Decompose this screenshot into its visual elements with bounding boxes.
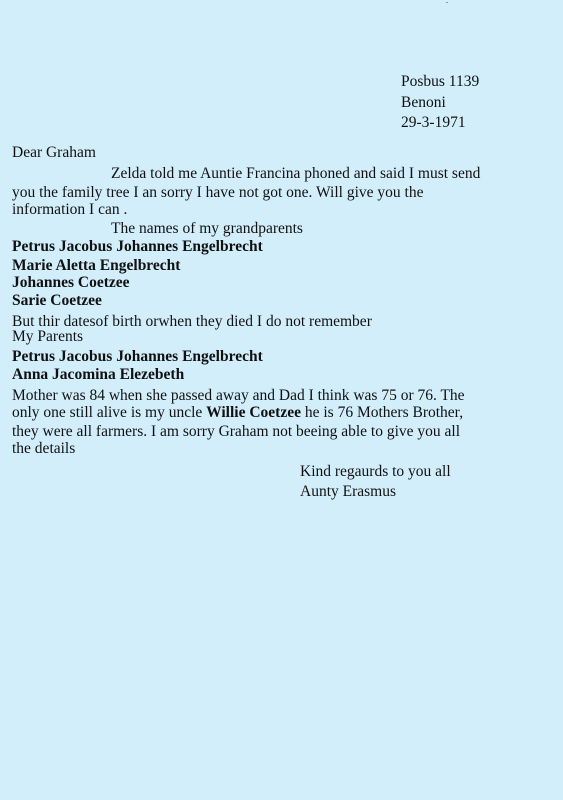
grandparent-name: Marie Aletta Engelbrecht bbox=[12, 257, 181, 274]
signoff bbox=[300, 462, 451, 502]
closing-para-line-2-pre: only one still alive is my uncle bbox=[12, 404, 207, 421]
parent-name: Petrus Jacobus Johannes Engelbrecht bbox=[12, 348, 263, 365]
signoff-line-1: Kind regaurds to you all bbox=[300, 463, 451, 480]
address-line-1: Posbus 1139 bbox=[401, 73, 480, 90]
intro-line-2: you the family tree I an sorry I have not got one. Will give you the bbox=[12, 184, 424, 201]
intro-line-3: information I can . bbox=[12, 201, 128, 218]
uncle-name: Willie Coetzee bbox=[206, 404, 301, 421]
sender-address bbox=[401, 72, 479, 134]
closing-para-line-4: the details bbox=[12, 440, 76, 457]
closing-para-line-1: Mother was 84 when she passed away and Dad I think was 75 or 76. The bbox=[12, 387, 465, 404]
dates-note: But thir datesof birth orwhen they died I do not remember bbox=[12, 313, 372, 330]
parents-heading: My Parents bbox=[12, 328, 84, 345]
grandparent-name: Johannes Coetzee bbox=[12, 274, 130, 291]
address-line-2: Benoni bbox=[401, 93, 446, 111]
closing-para-line-2-post: he is 76 Mothers Brother, bbox=[300, 404, 464, 421]
scan-speck bbox=[446, 2, 448, 3]
parent-name: Anna Jacomina Elezebeth bbox=[12, 366, 185, 383]
grandparent-name: Petrus Jacobus Johannes Engelbrecht bbox=[12, 238, 263, 255]
grandparent-name: Sarie Coetzee bbox=[12, 292, 102, 309]
signature-name: Aunty Erasmus bbox=[300, 483, 397, 500]
closing-para-line-2 bbox=[12, 404, 463, 422]
closing-para-line-3: they were all farmers. I am sorry Graham not beeing able to give you all bbox=[12, 423, 461, 440]
salutation: Dear Graham bbox=[12, 144, 96, 161]
intro-line-1: Zelda told me Auntie Francina phoned and said I must send bbox=[111, 165, 481, 182]
grandparents-heading: The names of my grandparents bbox=[111, 220, 303, 237]
letter-date: 29-3-1971 bbox=[401, 114, 466, 131]
